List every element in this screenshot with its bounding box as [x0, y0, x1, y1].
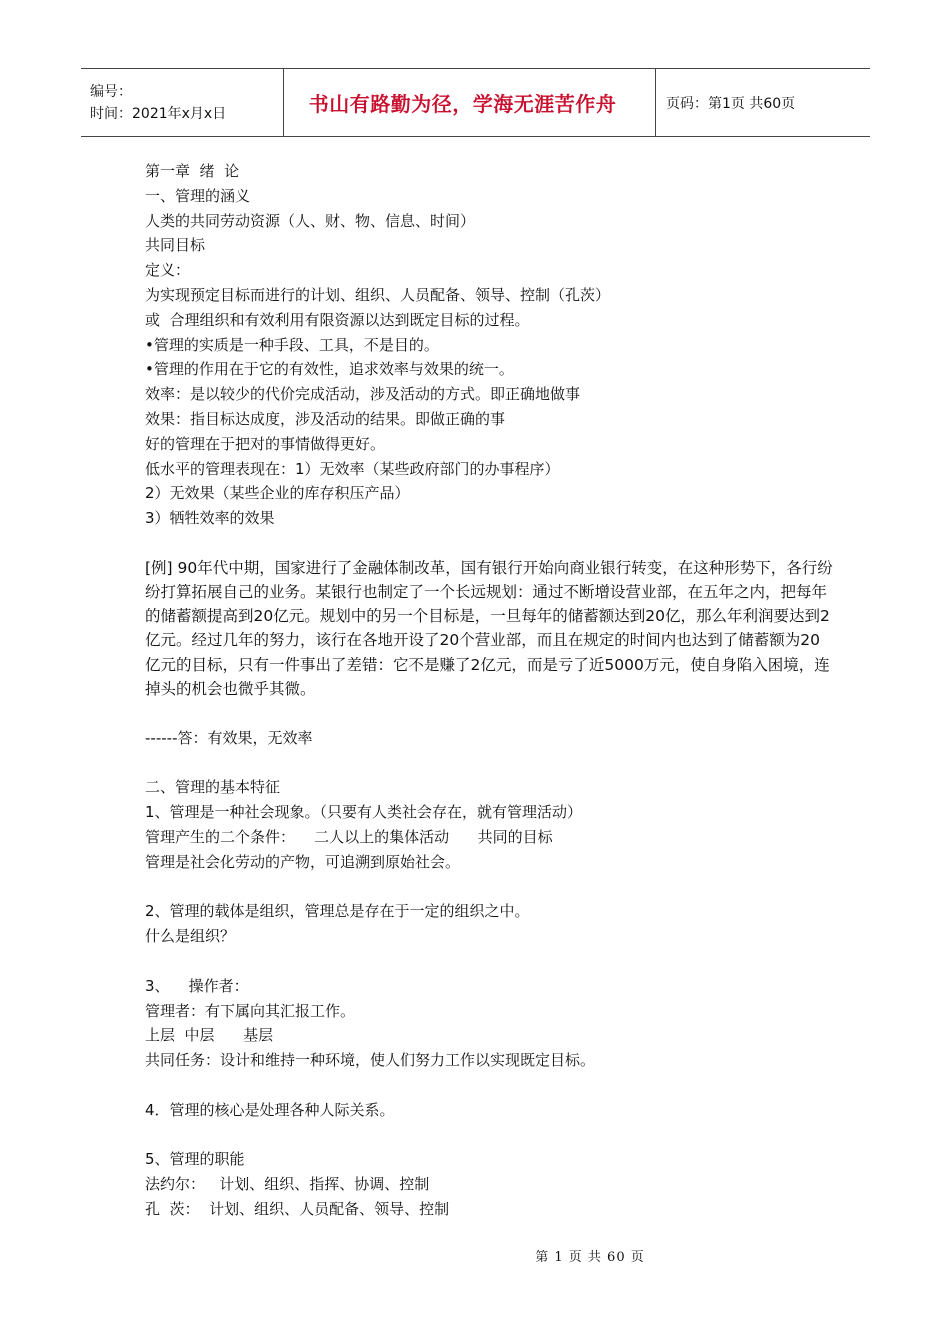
- body-line: 一、管理的涵义: [145, 186, 251, 205]
- body-line: 定义：: [145, 261, 191, 280]
- document-body: [145, 159, 835, 1222]
- body-line: 上层 中层 基层: [145, 1026, 274, 1045]
- header-motto: 书山有路勤为径，学海无涯苦作舟: [308, 92, 617, 116]
- body-line: ------答：有效果，无效率: [145, 728, 313, 747]
- body-line: 共同目标: [145, 236, 206, 255]
- body-line: 管理产生的二个条件： 二人以上的集体活动 共同的目标: [145, 827, 553, 846]
- blank-line: [145, 949, 835, 974]
- page-header: [81, 68, 870, 137]
- document-time-label: 时间：2021年x月x日: [90, 105, 227, 122]
- blank-line: [145, 1123, 835, 1148]
- header-motto-cell: [283, 69, 656, 136]
- header-page-info: 页码：第1页 共60页: [666, 95, 796, 112]
- body-line: 1、管理是一种社会现象。（只要有人类社会存在，就有管理活动）: [145, 803, 583, 822]
- body-line: 法约尔： 计划、组织、指挥、协调、控制: [145, 1175, 430, 1194]
- body-line: 管理者：有下属向其汇报工作。: [145, 1001, 356, 1020]
- example-paragraph: [例] 90年代中期，国家进行了金融体制改革，国有银行开始向商业银行转变，在这种形势下，各行纷纷打算拓展自己的业务。某银行也制定了一个长远规划：通过不断增设营业部，在五年之内，把每年的储蓄额提高到20亿元。规划中的另一个目标是，一旦每年的储蓄额达到20亿，那么年利润要达到2亿元。经过几年的努力，该行在各地开设了20个营业部，而且在规定的时间内也达到了储蓄额为20亿元的目标，只有一件事出了差错：它不是赚了2亿元，而是亏了近5000万元，使自身陷入困境，连掉头的机会也微乎其微。: [145, 558, 833, 698]
- body-line: 效果：指目标达成度，涉及活动的结果。即做正确的事: [145, 409, 506, 428]
- body-line: 效率：是以较少的代价完成活动，涉及活动的方式。即正确地做事: [145, 385, 581, 404]
- document-number-label: 编号：: [90, 83, 132, 100]
- body-line: 5、管理的职能: [145, 1150, 245, 1169]
- body-line: 3）牺牲效率的效果: [145, 509, 275, 528]
- blank-line: [145, 875, 835, 900]
- body-line: 低水平的管理表现在：1）无效率（某些政府部门的办事程序）: [145, 459, 560, 478]
- body-line: 第一章 绪 论: [145, 162, 240, 180]
- header-page-cell: [656, 69, 870, 136]
- body-line: 孔 茨： 计划、组织、人员配备、领导、控制: [145, 1199, 450, 1218]
- body-line: •管理的作用在于它的有效性，追求效率与效果的统一。: [145, 360, 514, 379]
- page-footer: 第 1 页 共 60 页: [535, 1250, 645, 1265]
- blank-line: [145, 531, 835, 556]
- body-line: 人类的共同劳动资源（人、财、物、信息、时间）: [145, 211, 476, 230]
- body-line: 4．管理的核心是处理各种人际关系。: [145, 1100, 395, 1119]
- body-line: 2、管理的载体是组织，管理总是存在于一定的组织之中。: [145, 902, 530, 921]
- blank-line: [145, 1073, 835, 1098]
- body-line: 2）无效果（某些企业的库存积压产品）: [145, 484, 410, 503]
- body-line: 为实现预定目标而进行的计划、组织、人员配备、领导、控制（孔茨）: [145, 285, 611, 304]
- body-line: 什么是组织？: [145, 927, 236, 946]
- blank-line: [145, 701, 835, 726]
- header-meta-cell: [81, 69, 283, 136]
- body-line: 或 合理组织和有效利用有限资源以达到既定目标的过程。: [145, 310, 530, 329]
- body-line: 3、 操作者：: [145, 976, 249, 995]
- body-line: 共同任务：设计和维持一种环境，使人们努力工作以实现既定目标。: [145, 1051, 596, 1070]
- body-line: 管理是社会化劳动的产物，可追溯到原始社会。: [145, 852, 461, 871]
- body-line: 二、管理的基本特征: [145, 778, 281, 797]
- body-line: •管理的实质是一种手段、工具，不是目的。: [145, 335, 439, 354]
- body-line: 好的管理在于把对的事情做得更好。: [145, 434, 386, 453]
- blank-line: [145, 751, 835, 776]
